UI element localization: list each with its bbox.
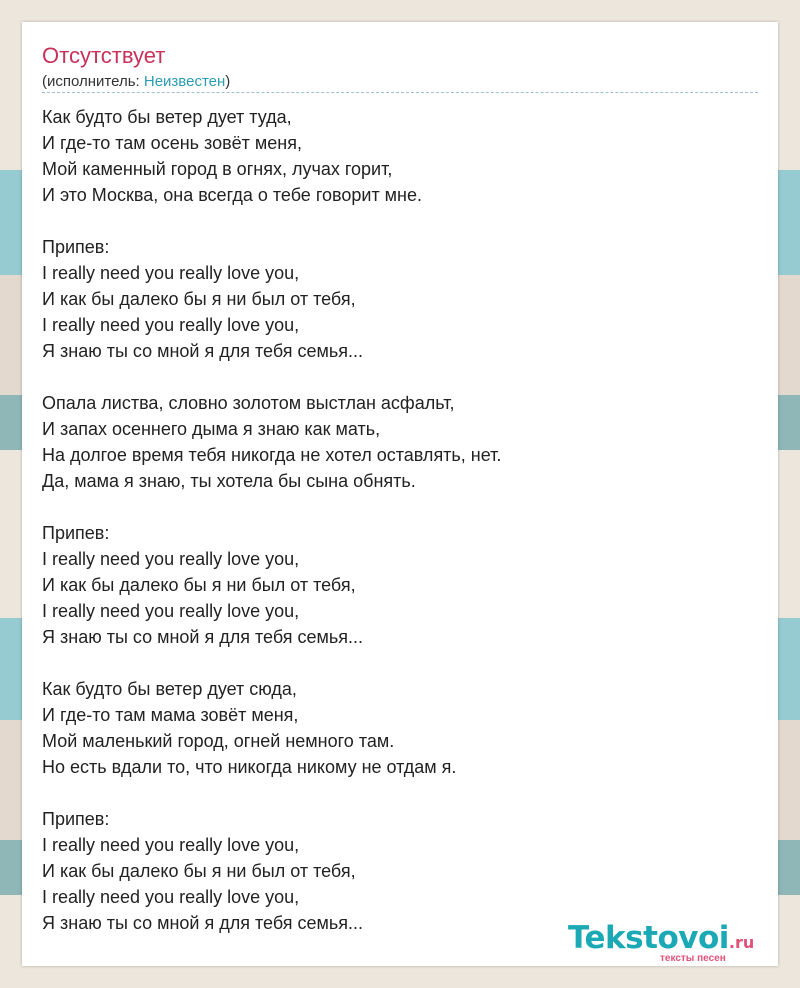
song-title: Отсутствует [42, 43, 166, 68]
lyrics-stanza [42, 234, 758, 364]
lyrics-line: Мой каменный город в огнях, лучах горит, [42, 159, 393, 179]
lyrics-line: Я знаю ты со мной я для тебя семья... [42, 913, 364, 933]
lyrics-line: И где-то там мама зовёт меня, [42, 705, 299, 725]
lyrics-line: И где-то там осень зовёт меня, [42, 133, 302, 153]
header-divider [42, 92, 758, 93]
lyrics-line: I really need you really love you, [42, 835, 300, 855]
lyrics-stanza [42, 806, 758, 936]
lyrics-line: Припев: [42, 237, 110, 257]
lyrics-line: Припев: [42, 523, 110, 543]
lyrics-line: Я знаю ты со мной я для тебя семья... [42, 627, 364, 647]
artist-line [42, 72, 230, 92]
lyrics-line: Опала листва, словно золотом выстлан асфальт, [42, 393, 455, 413]
lyrics-text [42, 104, 758, 962]
lyrics-line: И как бы далеко бы я ни был от тебя, [42, 575, 356, 595]
logo-tld: .ru [728, 933, 755, 952]
lyrics-line: I really need you really love you, [42, 601, 300, 621]
logo-wordmark: Tekstovoi.ru [568, 920, 755, 956]
lyrics-line: На долгое время тебя никогда не хотел оставлять, нет. [42, 445, 502, 465]
artist-suffix: ) [225, 73, 231, 90]
artist-link[interactable]: Неизвестен [143, 73, 226, 90]
lyrics-line: Как будто бы ветер дует туда, [42, 107, 292, 127]
lyrics-stanza [42, 104, 758, 208]
lyrics-line: Мой маленький город, огней немного там. [42, 731, 395, 751]
lyrics-line: Припев: [42, 809, 110, 829]
artist-prefix: (исполнитель: [42, 73, 144, 90]
site-logo[interactable] [568, 920, 778, 966]
lyrics-line: И как бы далеко бы я ни был от тебя, [42, 289, 356, 309]
lyrics-stanza [42, 390, 758, 494]
lyrics-line: I really need you really love you, [42, 887, 300, 907]
lyrics-line: Я знаю ты со мной я для тебя семья... [42, 341, 364, 361]
logo-subtitle: тексты песен [660, 953, 726, 964]
lyrics-line: И запах осеннего дыма я знаю как мать, [42, 419, 381, 439]
lyrics-line: I really need you really love you, [42, 549, 300, 569]
lyrics-line: Да, мама я знаю, ты хотела бы сына обнять. [42, 471, 416, 491]
lyrics-line: Как будто бы ветер дует сюда, [42, 679, 297, 699]
lyrics-line: И это Москва, она всегда о тебе говорит мне. [42, 185, 423, 205]
lyrics-line: I really need you really love you, [42, 315, 300, 335]
lyrics-stanza [42, 520, 758, 650]
lyrics-stanza [42, 676, 758, 780]
lyrics-line: И как бы далеко бы я ни был от тебя, [42, 861, 356, 881]
lyrics-line: Но есть вдали то, что никогда никому не отдам я. [42, 757, 457, 777]
lyrics-card [22, 22, 778, 966]
lyrics-line: I really need you really love you, [42, 263, 300, 283]
